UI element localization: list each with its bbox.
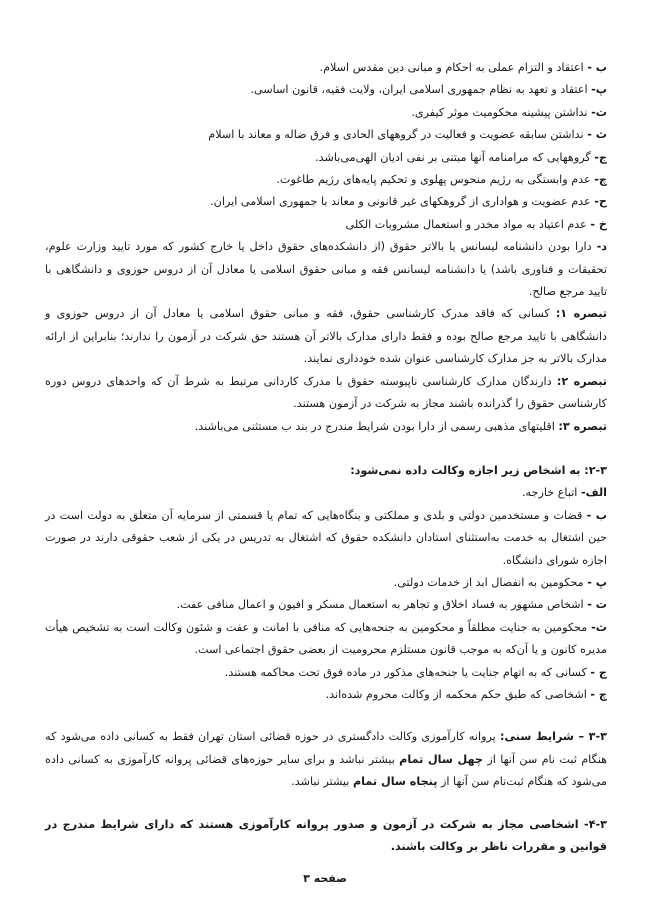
- list-item: [45, 79, 607, 101]
- section-3-3-text-1: پروانه کارآموزی وکالت دادگستری در حوزه قضائی استان تهران فقط به کسانی داده می‌شود که هنگام ثبت نام سن آنها از: [45, 730, 607, 766]
- item-text: کسانی که فاقد مدرک کارشناسی حقوق، فقه و مبانی حقوق اسلامی یا معادل آن از دروس حوزوی و دانشگاهی با تایید مرجع صالح بوده و فقط دارای مدارک بالاتر آن هستند حق شرکت در آزمون را ندارند؛ بنابراین از ارائه مدارک بالاتر به جز مدارک کارشناسی عنوان شده خودداری نمایند.: [45, 307, 607, 366]
- item-label: تبصره ۱:: [555, 307, 607, 321]
- list-item: [45, 684, 607, 706]
- item-label: ث -: [587, 128, 607, 142]
- list-item: [45, 191, 607, 213]
- list-item: [45, 371, 607, 416]
- section-3-3-age-conditions: [45, 726, 607, 793]
- list-item: [45, 147, 607, 169]
- item-text: کسانی که به اتهام جنایت یا جنحه‌های مذکور در ماده فوق تحت محاکمه هستند.: [224, 665, 591, 679]
- item-text: اقلیتهای مذهبی رسمی از دارا بودن شرایط مندرج در بند ب مستثنی می‌باشند.: [194, 419, 559, 433]
- item-text: اشخاص مشهور به فساد اخلاق و تجاهر به استعمال مسکر و افیون و اعمال منافی عفت.: [176, 598, 588, 612]
- page-number: صفحه ۳: [303, 872, 347, 885]
- item-label: تبصره ۳:: [558, 419, 607, 433]
- list-item: [45, 662, 607, 684]
- item-label: تبصره ۲:: [556, 374, 608, 388]
- list-item: [45, 303, 607, 370]
- list-item: [45, 236, 607, 303]
- list-item: [45, 169, 607, 191]
- list-item: [45, 505, 607, 572]
- item-text: عدم وابستگی به رژیم منحوس پهلوی و تحکیم پایه‌های رژیم طاغوت.: [276, 173, 595, 187]
- section-3-3-label: ۳-۳ – شرایط سنی:: [500, 730, 607, 744]
- list-item: [45, 214, 607, 236]
- item-text: اعتقاد و تعهد به نظام جمهوری اسلامی ایران، ولایت فقیه، قانون اساسی.: [250, 83, 592, 97]
- item-text: عدم عضویت و هواداری از گروهکهای غیر قانونی و معاند با جمهوری اسلامی ایران.: [210, 195, 595, 209]
- item-label: چ -: [590, 687, 607, 701]
- list-item: [45, 102, 607, 124]
- item-text: اشخاصی که طبق حکم محکمه از وکالت محروم شده‌اند.: [325, 687, 591, 701]
- item-label: ب -: [587, 61, 607, 74]
- item-label: ث-: [591, 620, 607, 634]
- list-item: [45, 594, 607, 616]
- list-item: [45, 572, 607, 594]
- item-label: ح-: [594, 195, 607, 209]
- item-label: چ-: [594, 173, 607, 187]
- document-page: [45, 57, 607, 858]
- item-label: ت-: [591, 105, 607, 119]
- section-3-3-text-2: بیشتر نباشد و برای سایر حوزه‌های قضائی پروانه کارآموزی به کسانی داده می‌شود که هنگام ثبت‌نام سن آنها از: [45, 752, 607, 789]
- section-2-3-heading: ۲-۳: به اشخاص زیر اجازه وکالت داده نمی‌شود:: [350, 463, 607, 477]
- list-item: [45, 617, 607, 662]
- section-3-3-bold-1: چهل سال تمام: [399, 752, 483, 766]
- item-label: الف-: [580, 486, 607, 500]
- item-text: عدم اعتیاد به مواد مخدر و استعمال مشروبات الکلی: [345, 217, 591, 231]
- section-3-3-bold-2: پنجاه سال تمام: [352, 775, 438, 789]
- item-text: اتباع خارجه.: [521, 486, 581, 500]
- list-item: [45, 124, 607, 146]
- item-label: ت -: [587, 598, 607, 612]
- item-text: اعتقاد و التزام عملی به احکام و مبانی دین مقدس اسلام.: [319, 61, 588, 74]
- section-4-3: ۴-۳- اشخاصی مجاز به شرکت در آزمون و صدور پروانه کارآموزی هستند که دارای شرایط مندرج در قوانین و مقررات ناظر بر وکالت باشند.: [45, 817, 607, 853]
- item-label: ج-: [594, 150, 607, 164]
- item-text: دارندگان مدارک کارشناسی ناپیوسته حقوق با مدرک کاردانی مرتبط به شرط آن که واحدهای دروس دوره کارشناسی حقوق را گذرانده باشند مجاز به شرکت در آزمون هستند.: [45, 374, 607, 411]
- item-label: ب -: [586, 508, 607, 522]
- section-3-3-text-3: بیشتر نباشد.: [291, 775, 353, 789]
- item-label: پ-: [591, 83, 607, 97]
- item-label: خ -: [590, 217, 607, 231]
- conditions-list: [45, 57, 607, 438]
- item-text: قضات و مستخدمین دولتی و بلدی و مملکتی و بنگاه‌هایی که تمام یا قسمتی از سرمایه آن متعلق به دولت است در حین اشتغال به خدمت به‌استثنای استادان دانشکده حقوق که اشتغال به تدریس در یکی از شعب حقوقی دارند در صورت اجازه شورای دانشگاه.: [45, 508, 607, 567]
- list-item: [45, 482, 607, 504]
- item-text: گروههایی که مرامنامه آنها مبتنی بر نفی ادیان الهی‌می‌باشد.: [315, 150, 595, 164]
- list-item: [45, 57, 607, 79]
- item-label: د-: [596, 240, 607, 254]
- item-label: پ -: [587, 575, 607, 589]
- section-2-3-list: [45, 482, 607, 706]
- item-text: محکومین به جنایت مطلقاً و محکومین به جنحه‌هایی که منافی با امانت و عفت و شئون وکالت است به تشخیص هیأت مدیره کانون و یا آن‌که به موجب قانون مستلزم محرومیت از بعضی حقوق اجتماعی است.: [45, 620, 607, 657]
- item-text: دارا بودن دانشنامه لیسانس یا بالاتر حقوق (از دانشکده‌های حقوق داخل یا خارج کشور که مورد تایید وزارت علوم، تحقیقات و فناوری باشد) یا دانشنامه لیسانس فقه و مبانی حقوق اسلامی یا معادل آن از دروس حوزوی و دانشگاهی با تایید مرجع صالح.: [45, 240, 607, 299]
- item-text: نداشتن پیشینه محکومیت موثر کیفری.: [411, 105, 592, 119]
- item-text: محکومین به انفصال ابد از خدمات دولتی.: [393, 575, 588, 589]
- list-item: [45, 416, 607, 438]
- item-text: نداشتن سابقه عضویت و فعالیت در گروههای الحادی و فرق ضاله و معاند با اسلام: [208, 128, 588, 142]
- item-label: ج -: [590, 665, 607, 679]
